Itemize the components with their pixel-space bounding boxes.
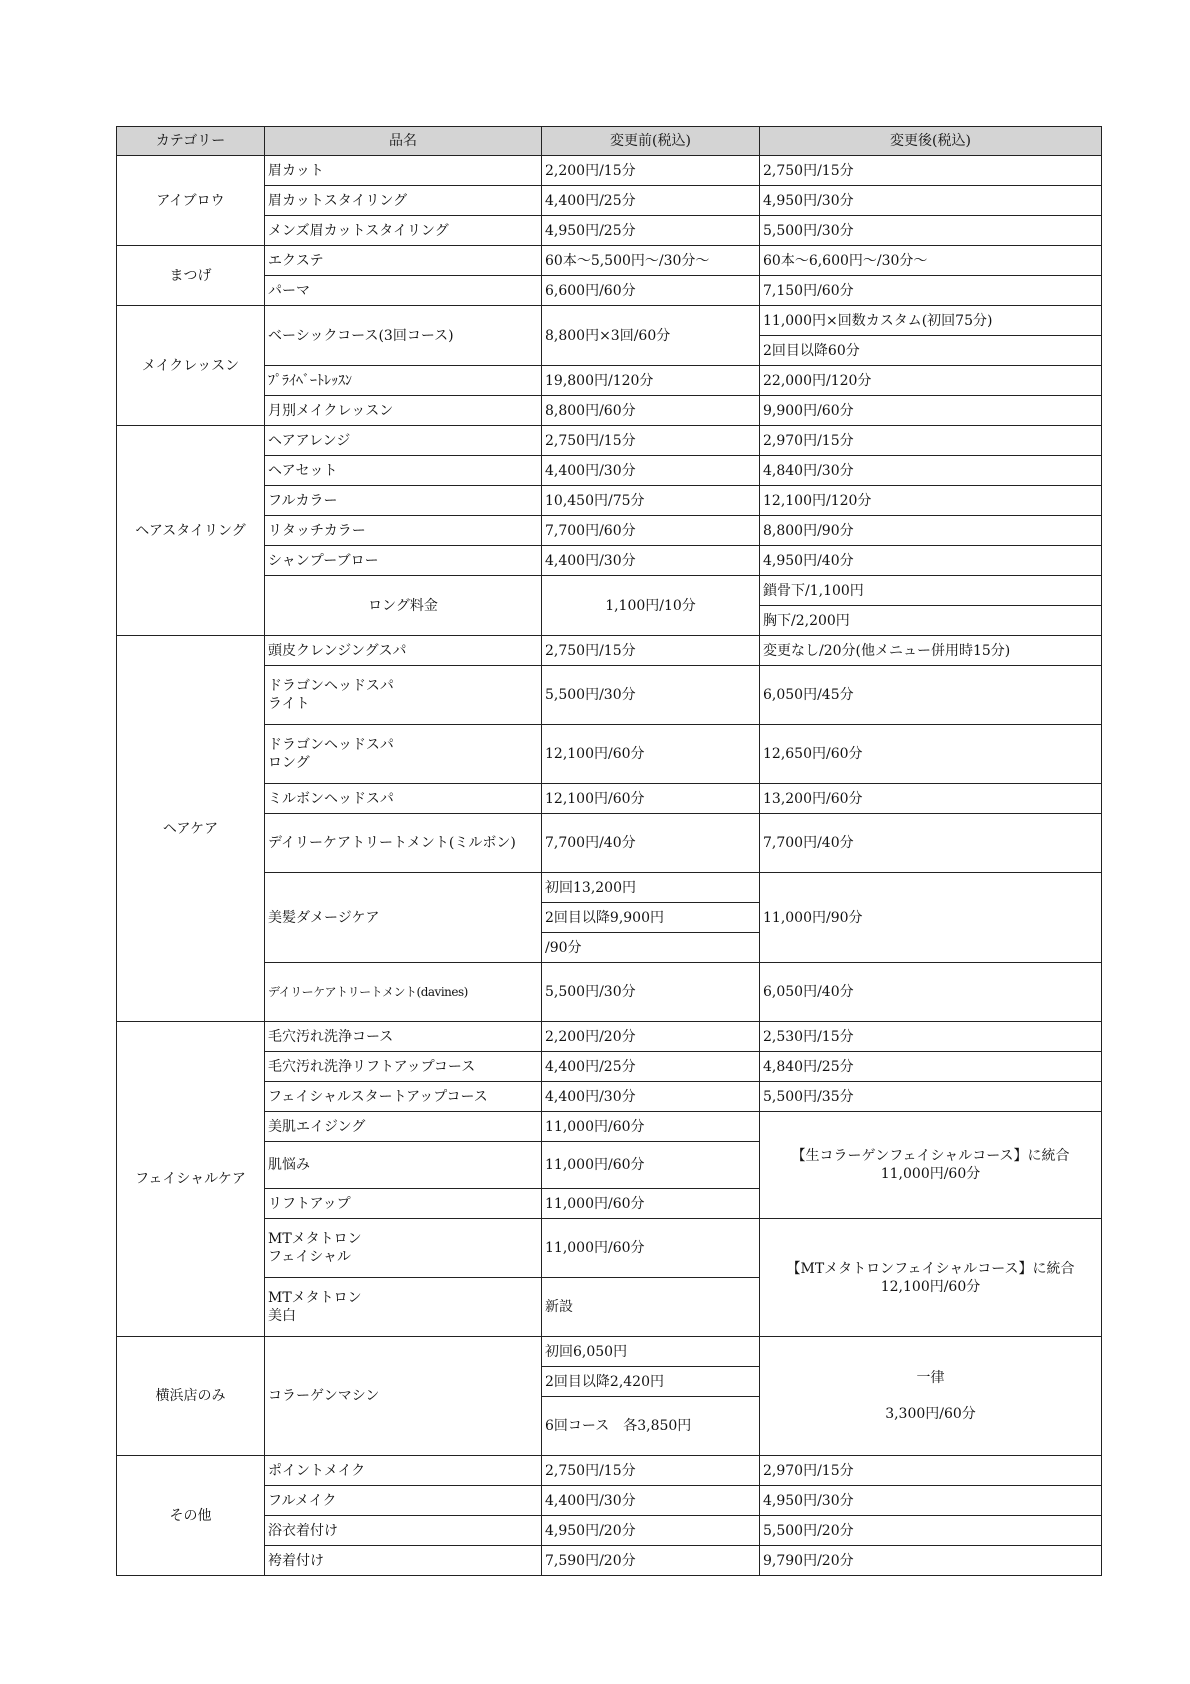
item-cell: 眉カットスタイリング [265, 186, 542, 216]
before-price: 新設 [542, 1278, 760, 1337]
header-row [117, 127, 1102, 156]
item-cell: リタッチカラー [265, 516, 542, 546]
after-price: 60本～6,600円～/30分～ [760, 246, 1102, 276]
header-after: 変更後(税込) [760, 127, 1102, 156]
after-price: 5,500円/35分 [760, 1082, 1102, 1112]
after-price: 2,750円/15分 [760, 156, 1102, 186]
after-price: 4,950円/30分 [760, 1486, 1102, 1516]
before-price: 7,700円/40分 [542, 814, 760, 873]
before-price: 4,950円/20分 [542, 1516, 760, 1546]
before-price: 2,750円/15分 [542, 1456, 760, 1486]
table-row [117, 306, 1102, 336]
table-row [117, 725, 1102, 784]
before-price: 5,500円/30分 [542, 666, 760, 725]
item-cell: シャンプーブロー [265, 546, 542, 576]
after-price: 2,970円/15分 [760, 1456, 1102, 1486]
item-cell: フェイシャルスタートアップコース [265, 1082, 542, 1112]
after-price: 7,150円/60分 [760, 276, 1102, 306]
item-cell: ロング料金 [265, 576, 542, 636]
before-price: 8,800円×3回/60分 [542, 306, 760, 366]
item-cell: 毛穴汚れ洗浄リフトアップコース [265, 1052, 542, 1082]
after-price: 4,950円/40分 [760, 546, 1102, 576]
item-cell: 肌悩み [265, 1142, 542, 1189]
table-row [117, 1516, 1102, 1546]
merge-note: 【MTメタトロンフェイシャルコース】に統合 [786, 1260, 1075, 1277]
table-row [117, 1486, 1102, 1516]
merge-note: 【生コラーゲンフェイシャルコース】に統合 [791, 1148, 1070, 1164]
item-cell: ヘアセット [265, 456, 542, 486]
item-line: 美白 [268, 1308, 296, 1324]
item-cell [265, 1219, 542, 1278]
after-price: 5,500円/30分 [760, 216, 1102, 246]
item-cell: ポイントメイク [265, 1456, 542, 1486]
table-row [117, 1082, 1102, 1112]
table-row [117, 366, 1102, 396]
item-cell: メンズ眉カットスタイリング [265, 216, 542, 246]
after-price: 12,100円/120分 [760, 486, 1102, 516]
category-cell: ヘアケア [117, 636, 265, 1022]
item-cell: 眉カット [265, 156, 542, 186]
item-cell: コラーゲンマシン [265, 1337, 542, 1456]
item-line: ドラゴンヘッドスパ [268, 678, 394, 694]
merge-price: 11,000円/60分 [880, 1166, 981, 1182]
table-row [117, 246, 1102, 276]
table-row [117, 156, 1102, 186]
table-row [117, 1337, 1102, 1367]
table-row [117, 276, 1102, 306]
before-price: 2回目以降9,900円 [542, 903, 760, 933]
item-line: MTメタトロン [268, 1231, 362, 1247]
item-cell: 美肌エイジング [265, 1112, 542, 1142]
before-price: 4,400円/30分 [542, 1082, 760, 1112]
table-row [117, 1022, 1102, 1052]
category-cell: アイブロウ [117, 156, 265, 246]
item-cell: 袴着付け [265, 1546, 542, 1576]
category-cell: フェイシャルケア [117, 1022, 265, 1337]
table-row [117, 873, 1102, 903]
before-price: 2回目以降2,420円 [542, 1367, 760, 1397]
before-price: 19,800円/120分 [542, 366, 760, 396]
before-price: 7,590円/20分 [542, 1546, 760, 1576]
merge-price: 12,100円/60分 [880, 1278, 981, 1295]
item-cell: エクステ [265, 246, 542, 276]
item-cell: デイリーケアトリートメント(davines) [265, 963, 542, 1022]
before-price: 4,400円/25分 [542, 1052, 760, 1082]
before-price: 60本～5,500円～/30分～ [542, 246, 760, 276]
after-price [760, 1219, 1102, 1337]
item-cell [265, 725, 542, 784]
item-cell: パーマ [265, 276, 542, 306]
table-row [117, 814, 1102, 873]
table-row [117, 1112, 1102, 1142]
flat-rate-label: 一律 [916, 1370, 945, 1386]
item-line: ロング [268, 755, 310, 771]
item-cell: 月別メイクレッスン [265, 396, 542, 426]
header-before: 変更前(税込) [542, 127, 760, 156]
before-price: 初回6,050円 [542, 1337, 760, 1367]
table-row [117, 784, 1102, 814]
table-row [117, 666, 1102, 725]
table-row [117, 1219, 1102, 1278]
before-price: 4,400円/25分 [542, 186, 760, 216]
table-row [117, 636, 1102, 666]
before-price: 5,500円/30分 [542, 963, 760, 1022]
before-price: 4,400円/30分 [542, 456, 760, 486]
item-cell: 毛穴汚れ洗浄コース [265, 1022, 542, 1052]
before-price: 11,000円/60分 [542, 1112, 760, 1142]
after-price: 4,840円/30分 [760, 456, 1102, 486]
category-cell: メイクレッスン [117, 306, 265, 426]
table-row [117, 426, 1102, 456]
before-price: 12,100円/60分 [542, 784, 760, 814]
after-price: 5,500円/20分 [760, 1516, 1102, 1546]
item-cell [265, 1278, 542, 1337]
table-row [117, 516, 1102, 546]
item-cell [265, 666, 542, 725]
item-line: フェイシャル [268, 1249, 352, 1265]
item-cell: デイリーケアトリートメント(ミルボン) [265, 814, 542, 873]
after-price: 8,800円/90分 [760, 516, 1102, 546]
table-row [117, 456, 1102, 486]
before-price: 6回コース 各3,850円 [542, 1397, 760, 1456]
after-price: 6,050円/40分 [760, 963, 1102, 1022]
header-category: カテゴリー [117, 127, 265, 156]
before-price: 1,100円/10分 [542, 576, 760, 636]
after-price: 11,000円×回数カスタム(初回75分) [760, 306, 1102, 336]
before-price: 11,000円/60分 [542, 1189, 760, 1219]
header-item: 品名 [265, 127, 542, 156]
after-price: 13,200円/60分 [760, 784, 1102, 814]
item-cell: フルカラー [265, 486, 542, 516]
before-price: /90分 [542, 933, 760, 963]
category-cell: 横浜店のみ [117, 1337, 265, 1456]
after-price: 胸下/2,200円 [760, 606, 1102, 636]
item-line: MTメタトロン [268, 1290, 362, 1306]
table-row [117, 396, 1102, 426]
table-row [117, 186, 1102, 216]
after-price: 9,900円/60分 [760, 396, 1102, 426]
after-price: 22,000円/120分 [760, 366, 1102, 396]
table-row [117, 963, 1102, 1022]
before-price: 6,600円/60分 [542, 276, 760, 306]
after-price: 変更なし/20分(他メニュー併用時15分) [760, 636, 1102, 666]
item-line: ライト [268, 696, 310, 712]
before-price: 2,200円/20分 [542, 1022, 760, 1052]
table-row [117, 576, 1102, 606]
after-price: 4,950円/30分 [760, 186, 1102, 216]
table-row [117, 1052, 1102, 1082]
item-line: ドラゴンヘッドスパ [268, 737, 394, 753]
item-cell: フルメイク [265, 1486, 542, 1516]
after-price: 4,840円/25分 [760, 1052, 1102, 1082]
table-row [117, 216, 1102, 246]
table-row [117, 546, 1102, 576]
after-price: 12,650円/60分 [760, 725, 1102, 784]
after-price: 鎖骨下/1,100円 [760, 576, 1102, 606]
price-change-sheet [116, 126, 1101, 1576]
after-price: 7,700円/40分 [760, 814, 1102, 873]
before-price: 4,400円/30分 [542, 546, 760, 576]
item-cell: 美髪ダメージケア [265, 873, 542, 963]
table-row [117, 1456, 1102, 1486]
after-price: 9,790円/20分 [760, 1546, 1102, 1576]
before-price: 12,100円/60分 [542, 725, 760, 784]
item-cell: 頭皮クレンジングスパ [265, 636, 542, 666]
before-price: 4,950円/25分 [542, 216, 760, 246]
before-price: 2,200円/15分 [542, 156, 760, 186]
after-price: 11,000円/90分 [760, 873, 1102, 963]
after-price: 2回目以降60分 [760, 336, 1102, 366]
category-cell: その他 [117, 1456, 265, 1576]
item-cell: ヘアアレンジ [265, 426, 542, 456]
before-price: 初回13,200円 [542, 873, 760, 903]
after-price: 2,970円/15分 [760, 426, 1102, 456]
flat-rate-price: 3,300円/60分 [885, 1406, 976, 1422]
before-price: 11,000円/60分 [542, 1142, 760, 1189]
before-price: 4,400円/30分 [542, 1486, 760, 1516]
after-price [760, 1112, 1102, 1219]
before-price: 7,700円/60分 [542, 516, 760, 546]
item-cell: 浴衣着付け [265, 1516, 542, 1546]
table-row [117, 486, 1102, 516]
category-cell: まつげ [117, 246, 265, 306]
after-price: 2,530円/15分 [760, 1022, 1102, 1052]
item-cell: ベーシックコース(3回コース) [265, 306, 542, 366]
item-cell: ミルボンヘッドスパ [265, 784, 542, 814]
before-price: 10,450円/75分 [542, 486, 760, 516]
after-price [760, 1337, 1102, 1456]
category-cell: ヘアスタイリング [117, 426, 265, 636]
item-cell: リフトアップ [265, 1189, 542, 1219]
price-table [116, 126, 1102, 1576]
table-row [117, 1546, 1102, 1576]
before-price: 2,750円/15分 [542, 636, 760, 666]
before-price: 2,750円/15分 [542, 426, 760, 456]
before-price: 11,000円/60分 [542, 1219, 760, 1278]
before-price: 8,800円/60分 [542, 396, 760, 426]
item-cell: ﾌﾟﾗｲﾍﾞｰﾄﾚｯｽﾝ [265, 366, 542, 396]
after-price: 6,050円/45分 [760, 666, 1102, 725]
